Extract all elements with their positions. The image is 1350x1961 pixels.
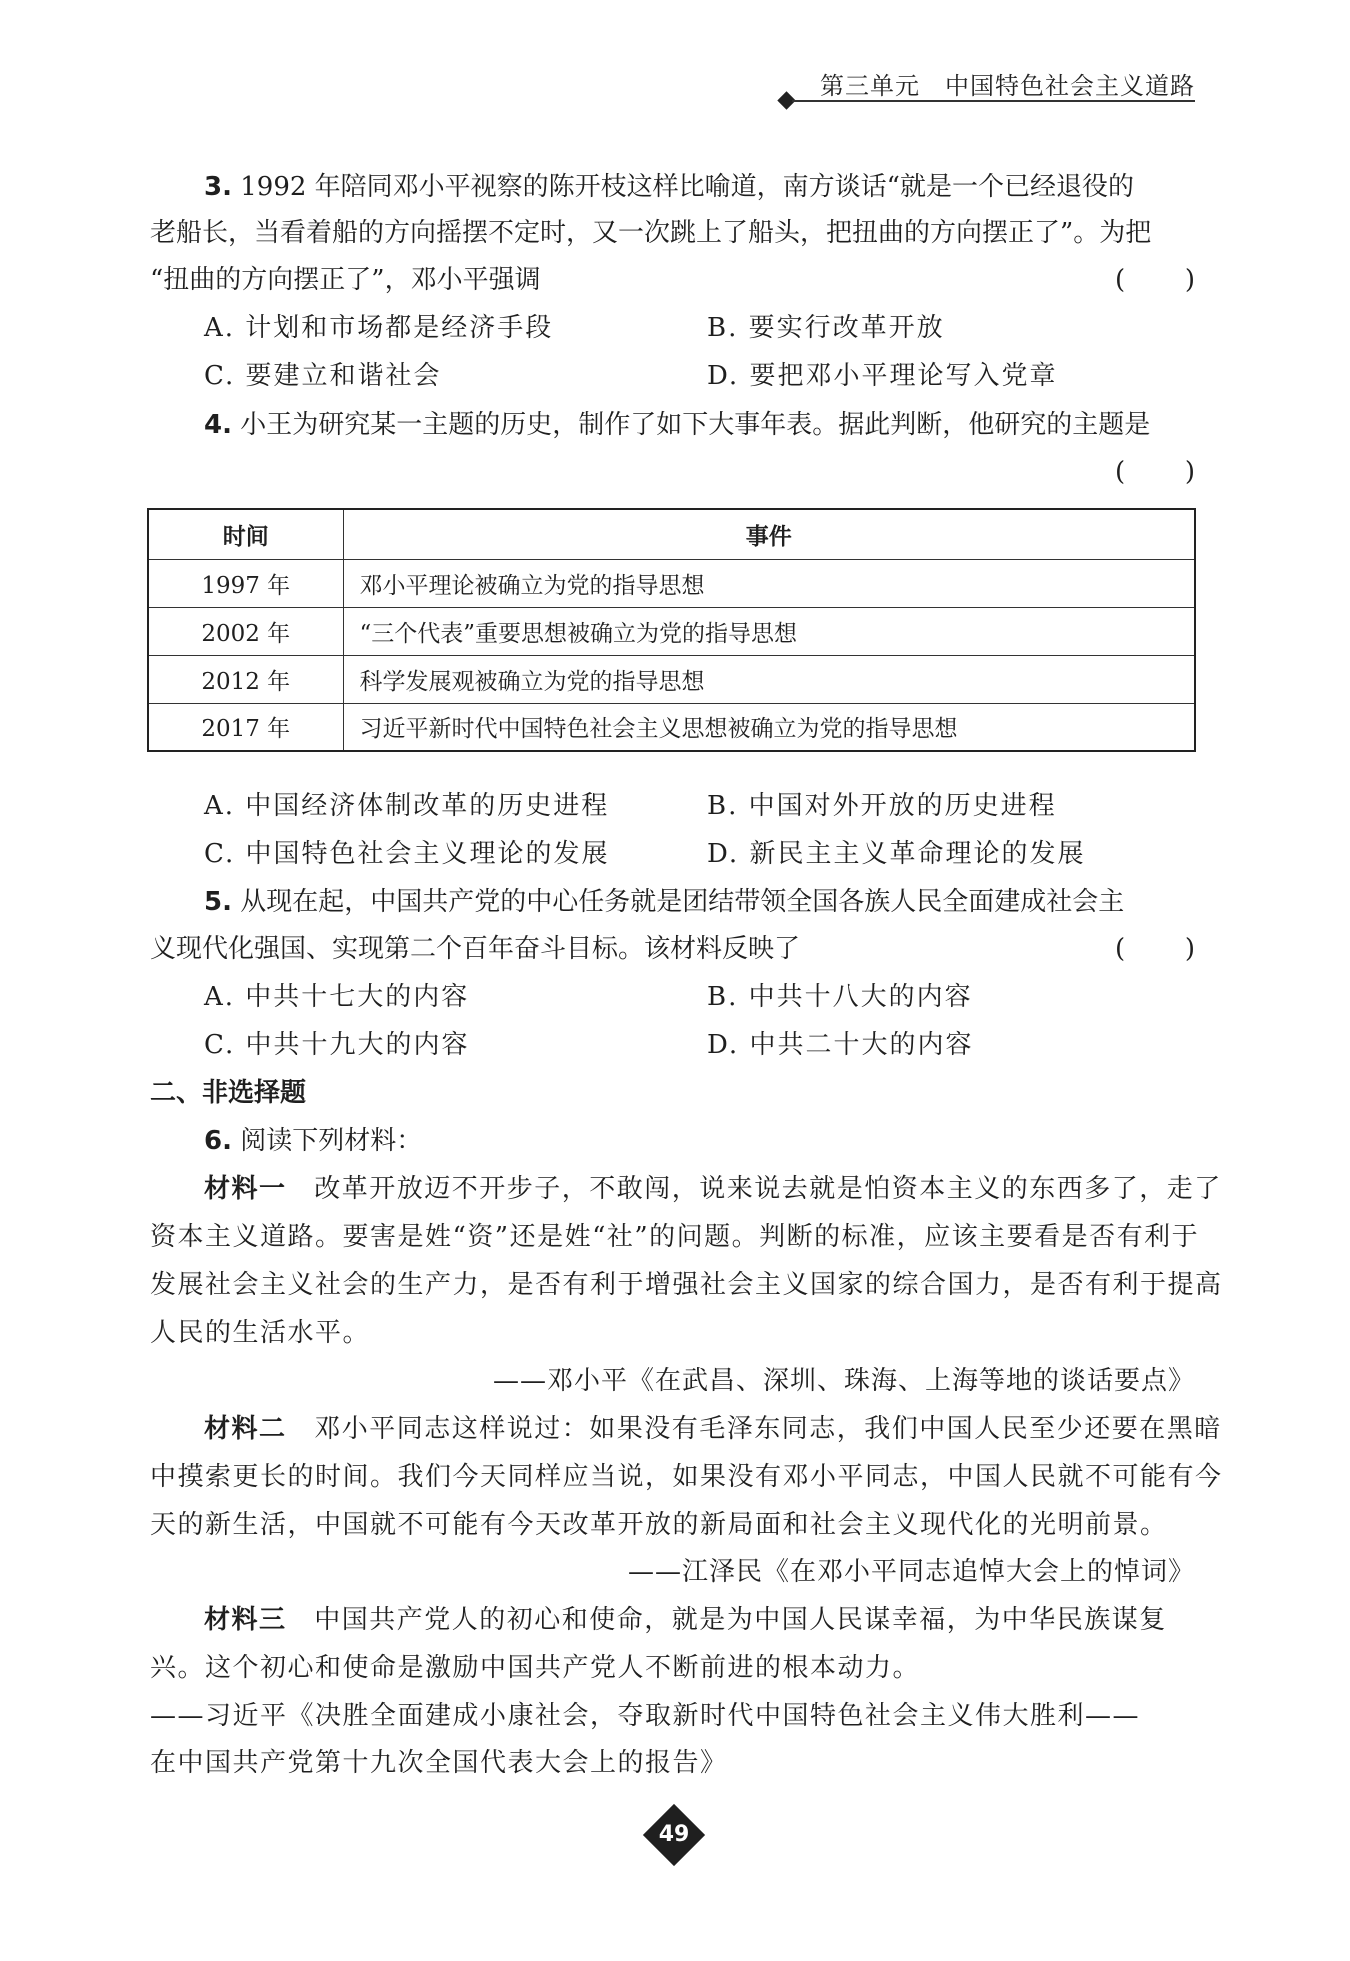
option-a: A. 中国经济体制改革的历史进程 [204, 791, 610, 821]
table-cell-event: “三个代表”重要思想被确立为党的指导思想 [343, 607, 1195, 655]
table-header-time: 时间 [148, 509, 343, 559]
answer-parentheses: ( ) [1115, 457, 1195, 487]
material-1-line-3: 发展社会主义社会的生产力，是否有利于增强社会主义国家的综合国力，是否有利于提高 [150, 1270, 1223, 1300]
option-c: C. 中共十九大的内容 [204, 1030, 470, 1060]
material-3-line-2: 兴。这个初心和使命是激励中国共产党人不断前进的根本动力。 [150, 1653, 921, 1683]
table-header-row [148, 509, 1195, 559]
table-row [148, 559, 1195, 607]
table-cell-time: 2017 年 [148, 703, 343, 751]
material-3-line-1: 材料三 中国共产党人的初心和使命，就是为中国人民谋幸福，为中华民族谋复 [204, 1605, 1167, 1635]
option-c: C. 中国特色社会主义理论的发展 [204, 839, 610, 869]
table-header-event: 事件 [343, 509, 1195, 559]
material-2-label: 材料二 [204, 1414, 287, 1444]
option-d: D. 中共二十大的内容 [707, 1030, 974, 1060]
question-3-line-3: “扭曲的方向摆正了”，邓小平强调 ( ) [150, 265, 1195, 295]
material-1-label: 材料一 [204, 1174, 287, 1204]
chronology-table [147, 508, 1196, 752]
material-1-line-1: 材料一 改革开放迈不开步子，不敢闯，说来说去就是怕资本主义的东西多了，走了 [204, 1174, 1222, 1204]
material-2-line-3: 天的新生活，中国就不可能有今天改革开放的新局面和社会主义现代化的光明前景。 [150, 1510, 1168, 1540]
table-cell-event: 习近平新时代中国特色社会主义思想被确立为党的指导思想 [343, 703, 1195, 751]
table-row [148, 703, 1195, 751]
material-1-source: ——邓小平《在武昌、深圳、珠海、上海等地的谈话要点》 [492, 1366, 1195, 1396]
material-3-source-line-1: ——习近平《决胜全面建成小康社会，夺取新时代中国特色社会主义伟大胜利—— [150, 1701, 1141, 1731]
question-6-number: 6. [204, 1126, 232, 1156]
option-d: D. 新民主主义革命理论的发展 [707, 839, 1086, 869]
question-3-number: 3. [204, 172, 232, 202]
option-b: B. 中国对外开放的历史进程 [707, 791, 1057, 821]
option-d: D. 要把邓小平理论写入党章 [707, 361, 1058, 391]
question-4-line-1: 4. 小王为研究某一主题的历史，制作了如下大事年表。据此判断，他研究的主题是 [204, 410, 1151, 440]
question-5-line-2: 义现代化强国、实现第二个百年奋斗目标。该材料反映了 ( ) [150, 934, 1195, 964]
question-3-line-2: 老船长，当看着船的方向摇摆不定时，又一次跳上了船头，把扭曲的方向摆正了”。为把 [150, 218, 1152, 248]
question-5-number: 5. [204, 887, 232, 917]
table-cell-event: 邓小平理论被确立为党的指导思想 [343, 559, 1195, 607]
option-a: A. 中共十七大的内容 [204, 982, 470, 1012]
answer-parentheses: ( ) [1115, 934, 1195, 964]
question-3-line-1: 3. 1992 年陪同邓小平视察的陈开枝这样比喻道，南方谈话“就是一个已经退役的 [204, 172, 1134, 202]
material-3-source-line-2: 在中国共产党第十九次全国代表大会上的报告》 [150, 1748, 728, 1778]
table-cell-time: 1997 年 [148, 559, 343, 607]
table-cell-time: 2002 年 [148, 607, 343, 655]
running-header [780, 66, 1195, 106]
question-4-number: 4. [204, 410, 232, 440]
material-2-line-1: 材料二 邓小平同志这样说过：如果没有毛泽东同志，我们中国人民至少还要在黑暗 [204, 1414, 1222, 1444]
material-1-line-2: 资本主义道路。要害是姓“资”还是姓“社”的问题。判断的标准，应该主要看是否有利于 [150, 1222, 1200, 1252]
question-5-line-1: 5. 从现在起，中国共产党的中心任务就是团结带领全国各族人民全面建成社会主 [204, 887, 1125, 917]
header-title: 第三单元 中国特色社会主义道路 [820, 72, 1195, 100]
option-b: B. 中共十八大的内容 [707, 982, 973, 1012]
answer-parentheses: ( ) [1115, 265, 1195, 295]
table-row [148, 655, 1195, 703]
page-number-badge [647, 1808, 701, 1862]
material-1-line-4: 人民的生活水平。 [150, 1318, 371, 1348]
section-title: 二、非选择题 [150, 1078, 307, 1108]
material-2-line-2: 中摸索更长的时间。我们今天同样应当说，如果没有邓小平同志，中国人民就不可能有今 [150, 1462, 1223, 1492]
table-cell-time: 2012 年 [148, 655, 343, 703]
option-b: B. 要实行改革开放 [707, 313, 945, 343]
table-cell-event: 科学发展观被确立为党的指导思想 [343, 655, 1195, 703]
material-3-label: 材料三 [204, 1605, 287, 1635]
page-number: 49 [658, 1822, 690, 1847]
question-6-intro: 6. 阅读下列材料： [204, 1126, 423, 1156]
option-a: A. 计划和市场都是经济手段 [204, 313, 554, 343]
material-2-source: ——江泽民《在邓小平同志追悼大会上的悼词》 [627, 1557, 1195, 1587]
header-rule [792, 100, 1195, 102]
option-c: C. 要建立和谐社会 [204, 361, 442, 391]
table-row [148, 607, 1195, 655]
